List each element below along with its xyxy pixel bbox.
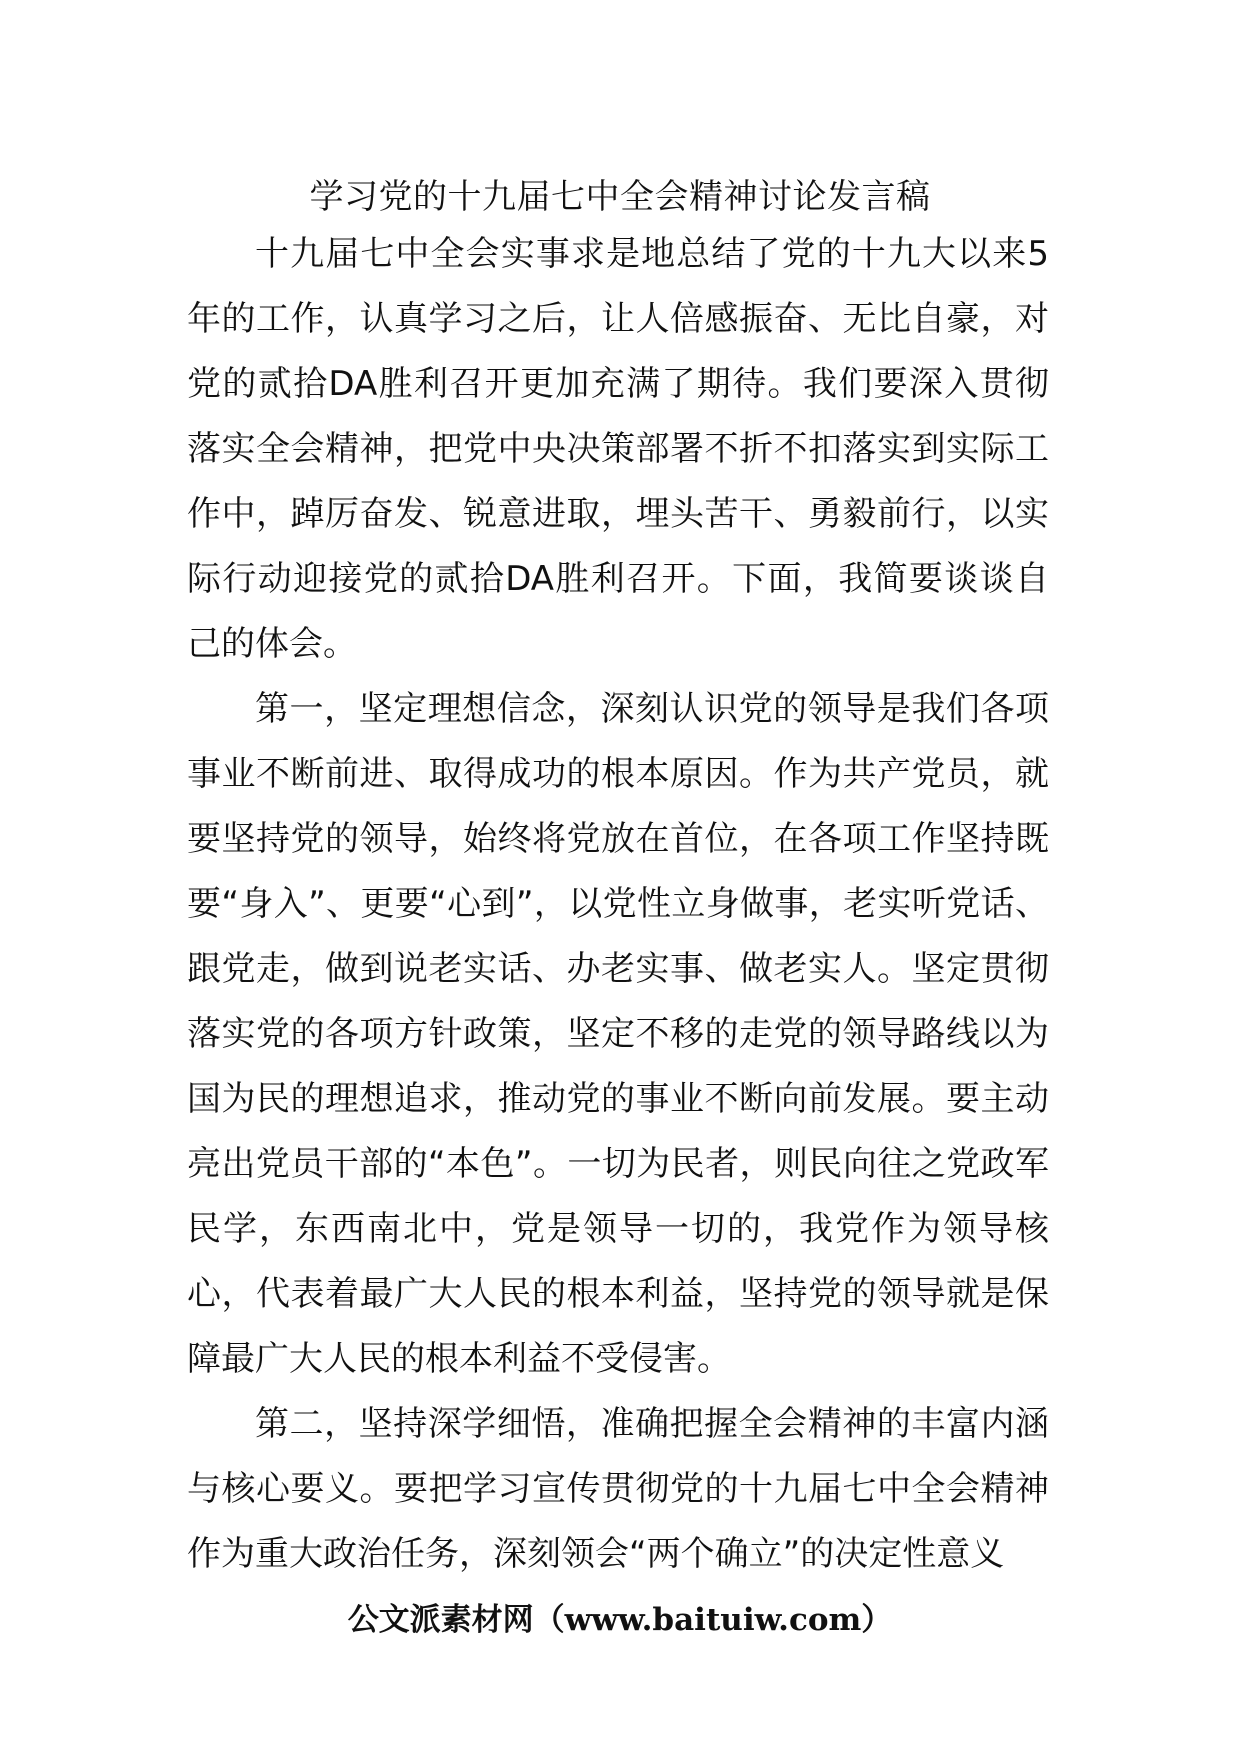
footer-watermark: 公文派素材网（www.baituiw.com）: [347, 1602, 893, 1638]
paragraph-first-point: 第一，坚定理想信念，深刻认识党的领导是我们各项事业不断前进、取得成功的根本原因。作为共产党员，就要坚持党的领导，始终将党放在首位，在各项工作坚持既要“身入”、更要“心到”，以党性立身做事，老实听党话、跟党走，做到说老实话、办老实事、做老实人。坚定贯彻落实党的各项方针政策，坚定不移的走党的领导路线以为国为民的理想追求，推动党的事业不断向前发展。要主动亮出党员干部的“本色”。一切为民者，则民向往之党政军民学，东西南北中，党是领导一切的，我党作为领导核心，代表着最广大人民的根本利益，坚持党的领导就是保障最广大人民的根本利益不受侵害。: [187, 689, 1049, 1379]
document-title: 学习党的十九届七中全会精神讨论发言稿: [309, 177, 931, 217]
paragraph-second-point: 第二，坚持深学细悟，准确把握全会精神的丰富内涵与核心要义。要把学习宣传贯彻党的十九届七中全会精神作为重大政治任务，深刻领会“两个确立”的决定性意义: [187, 1404, 1049, 1574]
paragraph-intro: 十九届七中全会实事求是地总结了党的十九大以来5年的工作，认真学习之后，让人倍感振奋、无比自豪，对党的贰拾DA胜利召开更加充满了期待。我们要深入贯彻落实全会精神，把党中央决策部署不折不扣落实到实际工作中，踔厉奋发、锐意进取，埋头苦干、勇毅前行，以实际行动迎接党的贰拾DA胜利召开。下面，我简要谈谈自己的体会。: [187, 234, 1049, 664]
document-body: [187, 222, 1049, 1587]
